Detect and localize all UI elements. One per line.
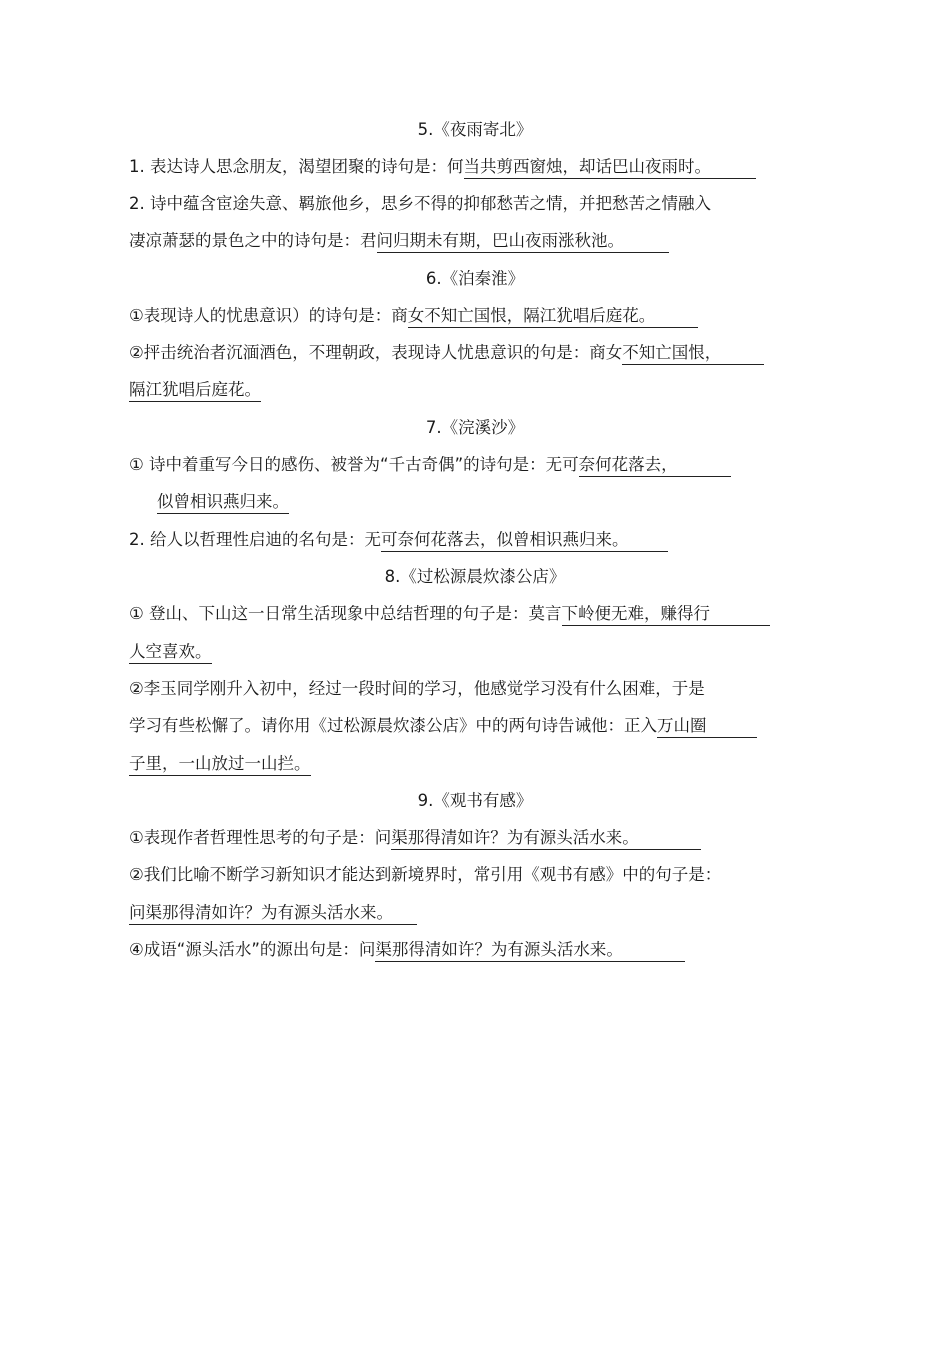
question-line [129, 230, 669, 252]
answer-blank: 渠那得清如许？为有源头活水来。 [391, 827, 701, 849]
answer-blank: 问归期未有期，巴山夜雨涨秋池。 [377, 230, 669, 252]
question-text: ①表现诗人的忧患意识）的诗句是：商 [129, 306, 408, 325]
question-text: ④成语“源头活水”的源出句是：问 [129, 940, 376, 959]
answer-blank: 似曾相识燕归来。 [157, 492, 289, 511]
question-text: ①表现作者哲理性思考的句子是：问 [129, 828, 392, 847]
question-line [129, 156, 756, 178]
answer-blank: 隔江犹唱后庭花。 [129, 380, 261, 399]
answer-blank: 问渠那得清如许？为有源头活水来。 [129, 902, 417, 924]
section-title: 9.《观书有感》 [417, 791, 533, 810]
answer-blank: 下岭便无难，赚得行 [562, 603, 770, 625]
question-text: ① 诗中着重写今日的感伤、被誉为“千古奇偶”的诗句是：无可 [129, 455, 579, 474]
answer-blank: 可奈何花落去，似曾相识燕归来。 [381, 529, 668, 551]
section-title: 7.《浣溪沙》 [425, 418, 525, 437]
question-line [129, 678, 705, 700]
question-line [129, 753, 311, 775]
question-line [129, 715, 757, 737]
question-text: 学习有些松懈了。请你用《过松源晨炊漆公店》中的两句诗告诫他：正入 [129, 716, 657, 735]
question-line [129, 379, 261, 401]
section-title: 5.《夜雨寄北》 [417, 120, 533, 139]
question-line [129, 305, 698, 327]
answer-blank: 奈何花落去， [579, 454, 731, 476]
question-text: 2. 给人以哲理性启迪的名句是：无 [129, 530, 381, 549]
question-text: ②李玉同学刚升入初中，经过一段时间的学习，他感觉学习没有什么困难，于是 [129, 679, 705, 698]
answer-blank: 子里，一山放过一山拦。 [129, 754, 311, 773]
question-line [129, 529, 668, 551]
question-line [129, 827, 701, 849]
question-line [129, 939, 685, 961]
section-title: 8.《过松源晨炊漆公店》 [384, 567, 566, 586]
answer-blank: 人空喜欢。 [129, 642, 212, 661]
question-line [129, 864, 721, 886]
question-line [129, 603, 770, 625]
section-title: 6.《泊秦淮》 [425, 269, 525, 288]
question-line [129, 641, 212, 663]
question-text: ②我们比喻不断学习新知识才能达到新境界时，常引用《观书有感》中的句子是： [129, 865, 722, 884]
question-text: ②抨击统治者沉湎酒色，不理朝政，表现诗人忧患意识的句是：商女 [129, 343, 623, 362]
question-line [157, 491, 289, 513]
question-text: 2. 诗中蕴含宦途失意、羁旅他乡，思乡不得的抑郁愁苦之情，并把愁苦之情融入 [129, 194, 711, 213]
question-text: 凄凉萧瑟的景色之中的诗句是：君 [129, 231, 377, 250]
answer-blank: 不知亡国恨， [622, 342, 764, 364]
question-line [129, 342, 764, 364]
answer-blank: 女不知亡国恨，隔江犹唱后庭花。 [408, 305, 698, 327]
question-line [129, 902, 417, 924]
question-line [129, 454, 731, 476]
answer-blank: 当共剪西窗烛，却话巴山夜雨时。 [464, 156, 756, 178]
question-line [129, 193, 711, 215]
question-text: ① 登山、下山这一日常生活现象中总结哲理的句子是：莫言 [129, 604, 562, 623]
answer-blank: 渠那得清如许？为有源头活水来。 [375, 939, 685, 961]
question-text: 1. 表达诗人思念朋友，渴望团聚的诗句是：何 [129, 157, 464, 176]
answer-blank: 万山圈 [657, 715, 757, 737]
